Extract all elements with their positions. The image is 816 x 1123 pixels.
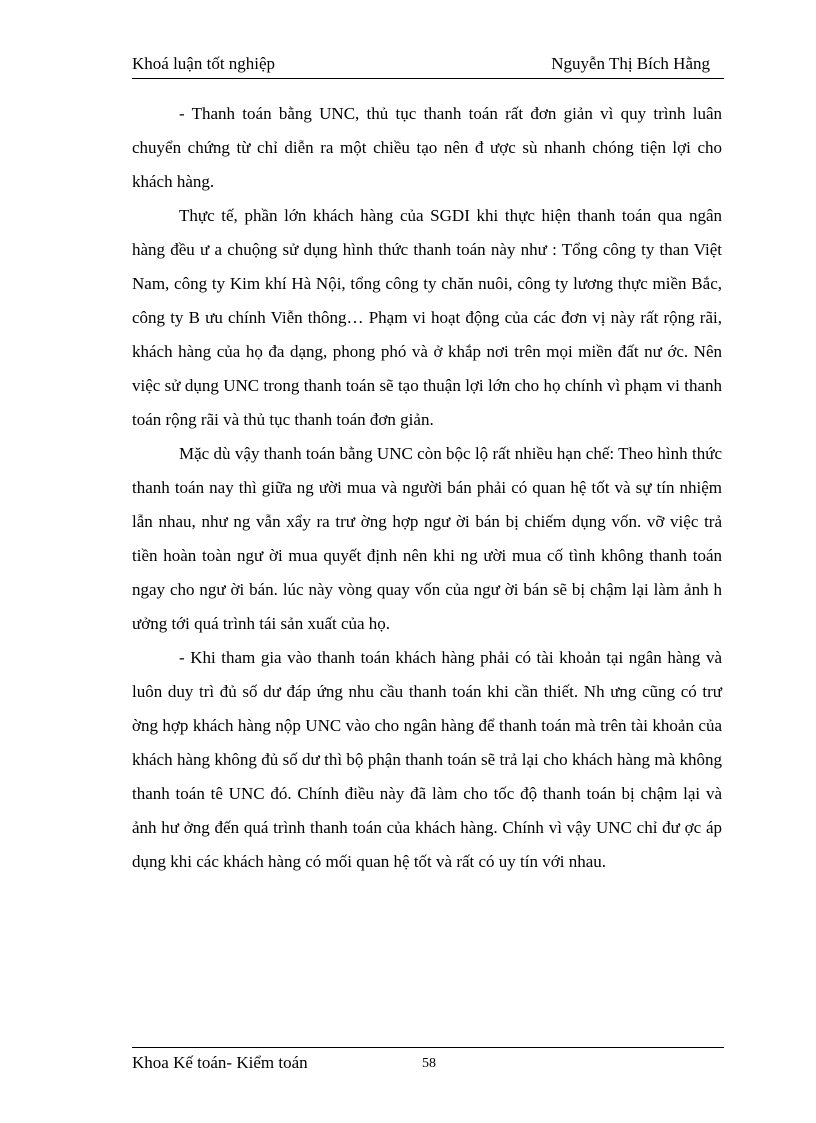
header-thesis-title: Khoá luận tốt nghiệp <box>132 54 276 73</box>
footer-divider <box>132 1047 724 1048</box>
footer-department: Khoa Kế toán- Kiểm toán <box>132 1053 308 1072</box>
paragraph-unc-limitations: Mặc dù vậy thanh toán bằng UNC còn bộc lộ rất nhiều hạn chế: Theo hình thức thanh toán nay thì giữa ng ười mua và người bán phải có quan hệ tốt và sự tín nhiệm lẫn nhau, như ng vẫn xẩy ra trư ờng hợp ngư ời bán bị chiếm dụng vốn. vỡ việc trả tiền hoàn toàn ngư ời mua quyết định nên khi ng ười mua cố tình không thanh toán ngay cho ngư ời bán. lúc này vòng quay vốn của ngư ời bán sẽ bị chậm lại làm ảnh h ưởng tới quá trình tái sản xuất của họ. <box>132 444 722 633</box>
page-header <box>132 52 724 79</box>
paragraph-sgdi-customers: Thực tế, phần lớn khách hàng của SGDI khi thực hiện thanh toán qua ngân hàng đều ư a chuộng sử dụng hình thức thanh toán này như : Tổng công ty than Việt Nam, công ty Kim khí Hà Nội, tổng công ty chăn nuôi, công ty lương thực miền Bắc, công ty B ưu chính Viễn thông… Phạm vi hoạt động của các đơn vị này rất rộng rãi, khách hàng của họ đa dạng, phong phó và ở khắp nơi trên mọi miền đất nư ớc. Nên việc sử dụng UNC trong thanh toán sẽ tạo thuận lợi lớn cho họ chính vì phạm vi thanh toán rộng rãi và thủ tục thanh toán đơn giản. <box>132 206 722 429</box>
body-text <box>132 97 722 879</box>
header-author-name: Nguyễn Thị Bích Hằng <box>551 54 710 73</box>
paragraph-account-balance: - Khi tham gia vào thanh toán khách hàng phải có tài khoản tại ngân hàng và luôn duy trì đủ số dư đáp ứng nhu cầu thanh toán khi cần thiết. Nh ưng cũng có trư ờng hợp khách hàng nộp UNC vào cho ngân hàng để thanh toán mà trên tài khoản của khách hàng không đủ số dư thì bộ phận thanh toán sẽ trả lại cho khách hàng mà không thanh toán tê UNC đó. Chính điều này đã làm cho tốc độ thanh toán bị chậm lại và ảnh hư ởng đến quá trình thanh toán của khách hàng. Chính vì vậy UNC chỉ đư ợc áp dụng khi các khách hàng có mối quan hệ tốt và rất có uy tín với nhau. <box>132 648 722 871</box>
page-number: 58 <box>422 1056 436 1071</box>
paragraph-unc-simple-procedure: - Thanh toán bằng UNC, thủ tục thanh toán rất đơn giản vì quy trình luân chuyển chứng từ chỉ diễn ra một chiều tạo nên đ ược sù nhanh chóng tiện lợi cho khách hàng. <box>132 104 722 191</box>
